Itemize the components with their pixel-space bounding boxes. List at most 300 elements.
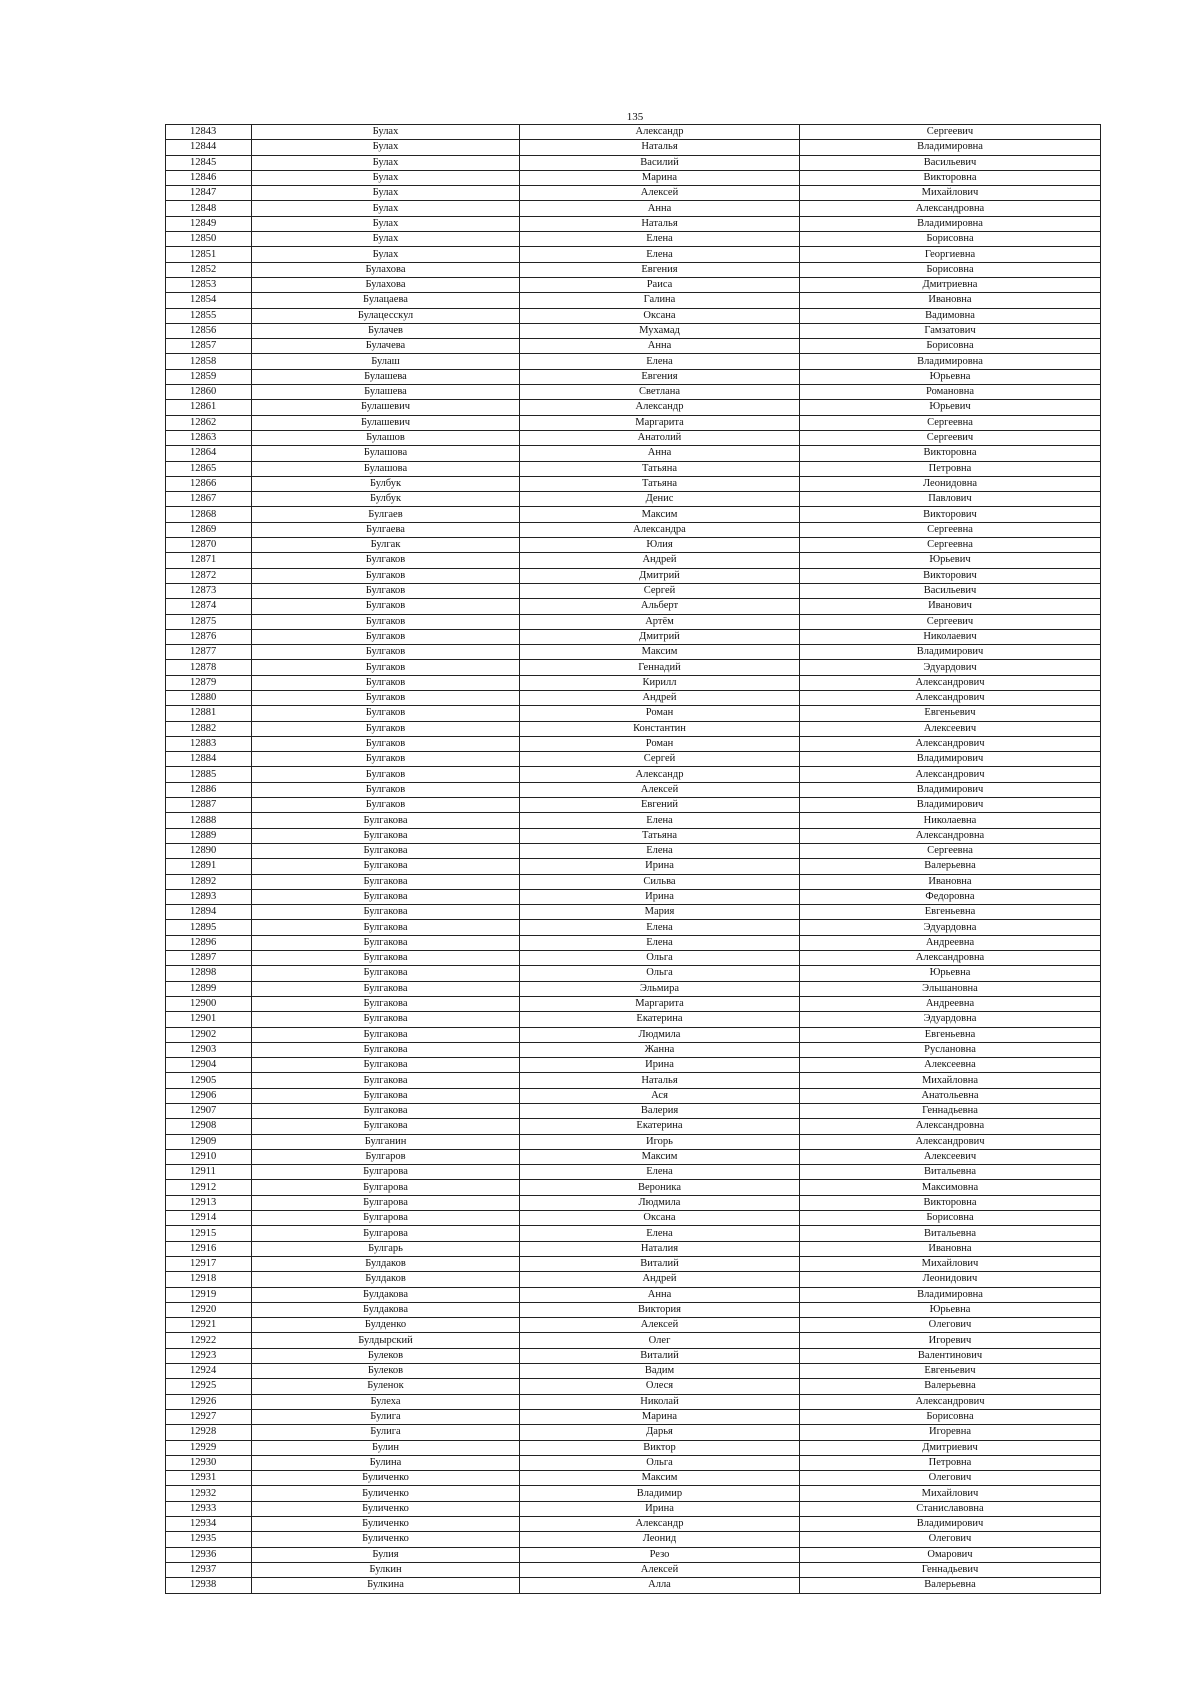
table-row <box>166 155 1101 170</box>
first-name-cell: Марина <box>520 170 800 185</box>
row-number-cell: 12886 <box>166 782 252 797</box>
row-number-cell: 12897 <box>166 951 252 966</box>
patronymic-cell: Юрьевна <box>800 1302 1101 1317</box>
patronymic-cell: Александровна <box>800 201 1101 216</box>
table-row <box>166 201 1101 216</box>
first-name-cell: Маргарита <box>520 415 800 430</box>
table-row <box>166 400 1101 415</box>
row-number-cell: 12874 <box>166 599 252 614</box>
table-row <box>166 859 1101 874</box>
surname-cell: Булкина <box>252 1578 520 1593</box>
table-row <box>166 461 1101 476</box>
first-name-cell: Андрей <box>520 1272 800 1287</box>
first-name-cell: Роман <box>520 706 800 721</box>
table-row <box>166 170 1101 185</box>
surname-cell: Булгакова <box>252 1027 520 1042</box>
row-number-cell: 12867 <box>166 492 252 507</box>
table-row <box>166 1119 1101 1134</box>
patronymic-cell: Михайловна <box>800 1073 1101 1088</box>
row-number-cell: 12911 <box>166 1165 252 1180</box>
patronymic-cell: Борисовна <box>800 232 1101 247</box>
row-number-cell: 12921 <box>166 1318 252 1333</box>
surname-cell: Булахова <box>252 262 520 277</box>
first-name-cell: Мухамад <box>520 323 800 338</box>
row-number-cell: 12916 <box>166 1241 252 1256</box>
table-row <box>166 492 1101 507</box>
patronymic-cell: Павлович <box>800 492 1101 507</box>
patronymic-cell: Михайлович <box>800 1486 1101 1501</box>
row-number-cell: 12915 <box>166 1226 252 1241</box>
surname-cell: Булгаева <box>252 522 520 537</box>
surname-cell: Булгаков <box>252 706 520 721</box>
first-name-cell: Ольга <box>520 1455 800 1470</box>
surname-cell: Булашева <box>252 385 520 400</box>
row-number-cell: 12857 <box>166 339 252 354</box>
row-number-cell: 12876 <box>166 629 252 644</box>
row-number-cell: 12882 <box>166 721 252 736</box>
row-number-cell: 12923 <box>166 1348 252 1363</box>
surname-cell: Булганин <box>252 1134 520 1149</box>
table-row <box>166 507 1101 522</box>
surname-cell: Булгаков <box>252 599 520 614</box>
table-row <box>166 476 1101 491</box>
row-number-cell: 12896 <box>166 935 252 950</box>
row-number-cell: 12850 <box>166 232 252 247</box>
row-number-cell: 12890 <box>166 843 252 858</box>
first-name-cell: Ирина <box>520 1058 800 1073</box>
first-name-cell: Виталий <box>520 1348 800 1363</box>
table-row <box>166 951 1101 966</box>
table-row <box>166 553 1101 568</box>
table-row <box>166 1394 1101 1409</box>
row-number-cell: 12849 <box>166 216 252 231</box>
first-name-cell: Елена <box>520 1226 800 1241</box>
row-number-cell: 12844 <box>166 140 252 155</box>
names-table-body <box>166 125 1101 1594</box>
table-row <box>166 1440 1101 1455</box>
row-number-cell: 12865 <box>166 461 252 476</box>
surname-cell: Булига <box>252 1425 520 1440</box>
patronymic-cell: Александрович <box>800 767 1101 782</box>
table-row <box>166 996 1101 1011</box>
surname-cell: Булгакова <box>252 828 520 843</box>
patronymic-cell: Евгеньевна <box>800 1027 1101 1042</box>
table-row <box>166 446 1101 461</box>
surname-cell: Булацесскул <box>252 308 520 323</box>
surname-cell: Булдакова <box>252 1287 520 1302</box>
surname-cell: Буличенко <box>252 1501 520 1516</box>
surname-cell: Булашов <box>252 430 520 445</box>
first-name-cell: Екатерина <box>520 1119 800 1134</box>
table-row <box>166 1532 1101 1547</box>
first-name-cell: Николай <box>520 1394 800 1409</box>
table-row <box>166 889 1101 904</box>
row-number-cell: 12848 <box>166 201 252 216</box>
patronymic-cell: Викторовна <box>800 446 1101 461</box>
first-name-cell: Александр <box>520 400 800 415</box>
patronymic-cell: Сергеевич <box>800 614 1101 629</box>
patronymic-cell: Юрьевна <box>800 966 1101 981</box>
surname-cell: Булгарова <box>252 1165 520 1180</box>
row-number-cell: 12859 <box>166 369 252 384</box>
row-number-cell: 12878 <box>166 660 252 675</box>
surname-cell: Булах <box>252 186 520 201</box>
first-name-cell: Алексей <box>520 782 800 797</box>
first-name-cell: Анатолий <box>520 430 800 445</box>
table-row <box>166 1104 1101 1119</box>
first-name-cell: Алексей <box>520 186 800 201</box>
table-row <box>166 828 1101 843</box>
patronymic-cell: Романовна <box>800 385 1101 400</box>
surname-cell: Булгакова <box>252 1058 520 1073</box>
surname-cell: Булгакова <box>252 905 520 920</box>
surname-cell: Булеков <box>252 1348 520 1363</box>
first-name-cell: Елена <box>520 1165 800 1180</box>
row-number-cell: 12853 <box>166 277 252 292</box>
first-name-cell: Раиса <box>520 277 800 292</box>
surname-cell: Буличенко <box>252 1471 520 1486</box>
first-name-cell: Андрей <box>520 690 800 705</box>
table-row <box>166 1088 1101 1103</box>
row-number-cell: 12862 <box>166 415 252 430</box>
row-number-cell: 12852 <box>166 262 252 277</box>
patronymic-cell: Борисовна <box>800 1211 1101 1226</box>
patronymic-cell: Викторовна <box>800 170 1101 185</box>
surname-cell: Булгаков <box>252 675 520 690</box>
patronymic-cell: Игоревич <box>800 1333 1101 1348</box>
patronymic-cell: Сергеевна <box>800 538 1101 553</box>
surname-cell: Булах <box>252 140 520 155</box>
first-name-cell: Александр <box>520 767 800 782</box>
patronymic-cell: Евгеньевна <box>800 905 1101 920</box>
patronymic-cell: Васильевич <box>800 583 1101 598</box>
patronymic-cell: Омарович <box>800 1547 1101 1562</box>
row-number-cell: 12881 <box>166 706 252 721</box>
patronymic-cell: Михайлович <box>800 1256 1101 1271</box>
first-name-cell: Анна <box>520 339 800 354</box>
patronymic-cell: Дмитриевна <box>800 277 1101 292</box>
patronymic-cell: Эльшановна <box>800 981 1101 996</box>
surname-cell: Булгарова <box>252 1195 520 1210</box>
surname-cell: Булашова <box>252 446 520 461</box>
first-name-cell: Дмитрий <box>520 568 800 583</box>
first-name-cell: Наталья <box>520 140 800 155</box>
table-row <box>166 1241 1101 1256</box>
patronymic-cell: Леонидовна <box>800 476 1101 491</box>
table-row <box>166 1486 1101 1501</box>
first-name-cell: Дмитрий <box>520 629 800 644</box>
patronymic-cell: Васильевич <box>800 155 1101 170</box>
first-name-cell: Ирина <box>520 889 800 904</box>
patronymic-cell: Эдуардовна <box>800 920 1101 935</box>
row-number-cell: 12880 <box>166 690 252 705</box>
first-name-cell: Евгения <box>520 369 800 384</box>
first-name-cell: Виктор <box>520 1440 800 1455</box>
patronymic-cell: Олегович <box>800 1532 1101 1547</box>
row-number-cell: 12931 <box>166 1471 252 1486</box>
first-name-cell: Людмила <box>520 1195 800 1210</box>
surname-cell: Булгакова <box>252 996 520 1011</box>
row-number-cell: 12918 <box>166 1272 252 1287</box>
first-name-cell: Наталия <box>520 1241 800 1256</box>
surname-cell: Булгарь <box>252 1241 520 1256</box>
table-row <box>166 1042 1101 1057</box>
row-number-cell: 12937 <box>166 1562 252 1577</box>
table-row <box>166 1364 1101 1379</box>
first-name-cell: Оксана <box>520 308 800 323</box>
row-number-cell: 12847 <box>166 186 252 201</box>
patronymic-cell: Эдуардович <box>800 660 1101 675</box>
table-row <box>166 1149 1101 1164</box>
table-row <box>166 782 1101 797</box>
surname-cell: Булгаков <box>252 614 520 629</box>
first-name-cell: Виталий <box>520 1256 800 1271</box>
first-name-cell: Геннадий <box>520 660 800 675</box>
row-number-cell: 12893 <box>166 889 252 904</box>
patronymic-cell: Владимировна <box>800 216 1101 231</box>
surname-cell: Булкин <box>252 1562 520 1577</box>
table-row <box>166 323 1101 338</box>
patronymic-cell: Станиславовна <box>800 1501 1101 1516</box>
surname-cell: Булгаков <box>252 721 520 736</box>
first-name-cell: Оксана <box>520 1211 800 1226</box>
table-row <box>166 1012 1101 1027</box>
table-row <box>166 966 1101 981</box>
patronymic-cell: Александрович <box>800 690 1101 705</box>
patronymic-cell: Владимирович <box>800 1517 1101 1532</box>
row-number-cell: 12927 <box>166 1409 252 1424</box>
surname-cell: Булаш <box>252 354 520 369</box>
first-name-cell: Леонид <box>520 1532 800 1547</box>
first-name-cell: Валерия <box>520 1104 800 1119</box>
surname-cell: Булдакова <box>252 1302 520 1317</box>
surname-cell: Булига <box>252 1409 520 1424</box>
surname-cell: Булгаков <box>252 629 520 644</box>
row-number-cell: 12892 <box>166 874 252 889</box>
first-name-cell: Татьяна <box>520 828 800 843</box>
table-row <box>166 262 1101 277</box>
first-name-cell: Людмила <box>520 1027 800 1042</box>
first-name-cell: Максим <box>520 1149 800 1164</box>
table-row <box>166 538 1101 553</box>
row-number-cell: 12908 <box>166 1119 252 1134</box>
first-name-cell: Артём <box>520 614 800 629</box>
first-name-cell: Ирина <box>520 859 800 874</box>
table-row <box>166 308 1101 323</box>
row-number-cell: 12889 <box>166 828 252 843</box>
surname-cell: Булина <box>252 1455 520 1470</box>
row-number-cell: 12917 <box>166 1256 252 1271</box>
row-number-cell: 12938 <box>166 1578 252 1593</box>
row-number-cell: 12934 <box>166 1517 252 1532</box>
surname-cell: Булах <box>252 232 520 247</box>
table-row <box>166 981 1101 996</box>
table-row <box>166 247 1101 262</box>
first-name-cell: Наталья <box>520 216 800 231</box>
row-number-cell: 12875 <box>166 614 252 629</box>
row-number-cell: 12887 <box>166 798 252 813</box>
surname-cell: Булгарова <box>252 1211 520 1226</box>
row-number-cell: 12894 <box>166 905 252 920</box>
row-number-cell: 12891 <box>166 859 252 874</box>
first-name-cell: Елена <box>520 843 800 858</box>
surname-cell: Буличенко <box>252 1532 520 1547</box>
row-number-cell: 12900 <box>166 996 252 1011</box>
table-row <box>166 369 1101 384</box>
surname-cell: Булгакова <box>252 859 520 874</box>
table-row <box>166 920 1101 935</box>
patronymic-cell: Александрович <box>800 675 1101 690</box>
table-row <box>166 599 1101 614</box>
row-number-cell: 12870 <box>166 538 252 553</box>
patronymic-cell: Александровна <box>800 828 1101 843</box>
table-row <box>166 216 1101 231</box>
page-number: 135 <box>626 111 644 123</box>
table-row <box>166 721 1101 736</box>
first-name-cell: Алла <box>520 1578 800 1593</box>
first-name-cell: Анна <box>520 446 800 461</box>
row-number-cell: 12906 <box>166 1088 252 1103</box>
names-table <box>165 124 1101 1594</box>
patronymic-cell: Борисовна <box>800 1409 1101 1424</box>
table-row <box>166 905 1101 920</box>
patronymic-cell: Ивановна <box>800 293 1101 308</box>
first-name-cell: Александр <box>520 1517 800 1532</box>
row-number-cell: 12929 <box>166 1440 252 1455</box>
first-name-cell: Елена <box>520 813 800 828</box>
table-row <box>166 1073 1101 1088</box>
patronymic-cell: Викторович <box>800 568 1101 583</box>
row-number-cell: 12863 <box>166 430 252 445</box>
patronymic-cell: Владимировна <box>800 140 1101 155</box>
table-row <box>166 1287 1101 1302</box>
table-row <box>166 277 1101 292</box>
table-row <box>166 522 1101 537</box>
first-name-cell: Ольга <box>520 951 800 966</box>
table-row <box>166 1501 1101 1516</box>
surname-cell: Буличенко <box>252 1486 520 1501</box>
patronymic-cell: Олегович <box>800 1318 1101 1333</box>
patronymic-cell: Витальевна <box>800 1165 1101 1180</box>
row-number-cell: 12914 <box>166 1211 252 1226</box>
row-number-cell: 12909 <box>166 1134 252 1149</box>
row-number-cell: 12885 <box>166 767 252 782</box>
surname-cell: Булашова <box>252 461 520 476</box>
surname-cell: Булгакова <box>252 1042 520 1057</box>
row-number-cell: 12920 <box>166 1302 252 1317</box>
patronymic-cell: Максимовна <box>800 1180 1101 1195</box>
patronymic-cell: Михайлович <box>800 186 1101 201</box>
table-row <box>166 1256 1101 1271</box>
table-row <box>166 1471 1101 1486</box>
row-number-cell: 12925 <box>166 1379 252 1394</box>
surname-cell: Булах <box>252 201 520 216</box>
table-row <box>166 1348 1101 1363</box>
patronymic-cell: Дмитриевич <box>800 1440 1101 1455</box>
table-row <box>166 660 1101 675</box>
table-row <box>166 1180 1101 1195</box>
patronymic-cell: Александрович <box>800 1134 1101 1149</box>
surname-cell: Булгак <box>252 538 520 553</box>
first-name-cell: Жанна <box>520 1042 800 1057</box>
first-name-cell: Елена <box>520 232 800 247</box>
surname-cell: Булгаев <box>252 507 520 522</box>
patronymic-cell: Сергеевна <box>800 522 1101 537</box>
first-name-cell: Роман <box>520 736 800 751</box>
table-row <box>166 690 1101 705</box>
patronymic-cell: Алексеевич <box>800 1149 1101 1164</box>
patronymic-cell: Викторовна <box>800 1195 1101 1210</box>
first-name-cell: Елена <box>520 247 800 262</box>
first-name-cell: Максим <box>520 507 800 522</box>
surname-cell: Булгаков <box>252 645 520 660</box>
row-number-cell: 12933 <box>166 1501 252 1516</box>
surname-cell: Булгакова <box>252 966 520 981</box>
table-row <box>166 339 1101 354</box>
row-number-cell: 12864 <box>166 446 252 461</box>
patronymic-cell: Олегович <box>800 1471 1101 1486</box>
patronymic-cell: Александрович <box>800 736 1101 751</box>
surname-cell: Булацаева <box>252 293 520 308</box>
row-number-cell: 12860 <box>166 385 252 400</box>
surname-cell: Булахова <box>252 277 520 292</box>
first-name-cell: Андрей <box>520 553 800 568</box>
row-number-cell: 12924 <box>166 1364 252 1379</box>
table-row <box>166 354 1101 369</box>
first-name-cell: Марина <box>520 1409 800 1424</box>
first-name-cell: Денис <box>520 492 800 507</box>
table-row <box>166 415 1101 430</box>
table-row <box>166 1134 1101 1149</box>
patronymic-cell: Сергеевич <box>800 125 1101 140</box>
patronymic-cell: Николаевна <box>800 813 1101 828</box>
patronymic-cell: Владимирович <box>800 782 1101 797</box>
row-number-cell: 12883 <box>166 736 252 751</box>
patronymic-cell: Руслановна <box>800 1042 1101 1057</box>
surname-cell: Булах <box>252 247 520 262</box>
table-row <box>166 1302 1101 1317</box>
table-row <box>166 614 1101 629</box>
table-row <box>166 1517 1101 1532</box>
patronymic-cell: Петровна <box>800 461 1101 476</box>
patronymic-cell: Иванович <box>800 599 1101 614</box>
surname-cell: Булгаков <box>252 583 520 598</box>
row-number-cell: 12869 <box>166 522 252 537</box>
first-name-cell: Алексей <box>520 1562 800 1577</box>
surname-cell: Булгакова <box>252 920 520 935</box>
patronymic-cell: Юрьевна <box>800 369 1101 384</box>
row-number-cell: 12930 <box>166 1455 252 1470</box>
surname-cell: Булин <box>252 1440 520 1455</box>
patronymic-cell: Владимировна <box>800 1287 1101 1302</box>
first-name-cell: Сергей <box>520 752 800 767</box>
first-name-cell: Ольга <box>520 966 800 981</box>
table-row <box>166 1318 1101 1333</box>
table-row <box>166 125 1101 140</box>
first-name-cell: Маргарита <box>520 996 800 1011</box>
table-row <box>166 629 1101 644</box>
table-row <box>166 1195 1101 1210</box>
patronymic-cell: Петровна <box>800 1455 1101 1470</box>
patronymic-cell: Игоревна <box>800 1425 1101 1440</box>
first-name-cell: Елена <box>520 935 800 950</box>
table-row <box>166 1578 1101 1593</box>
first-name-cell: Анна <box>520 201 800 216</box>
first-name-cell: Мария <box>520 905 800 920</box>
row-number-cell: 12899 <box>166 981 252 996</box>
surname-cell: Булгакова <box>252 1119 520 1134</box>
surname-cell: Буличенко <box>252 1517 520 1532</box>
